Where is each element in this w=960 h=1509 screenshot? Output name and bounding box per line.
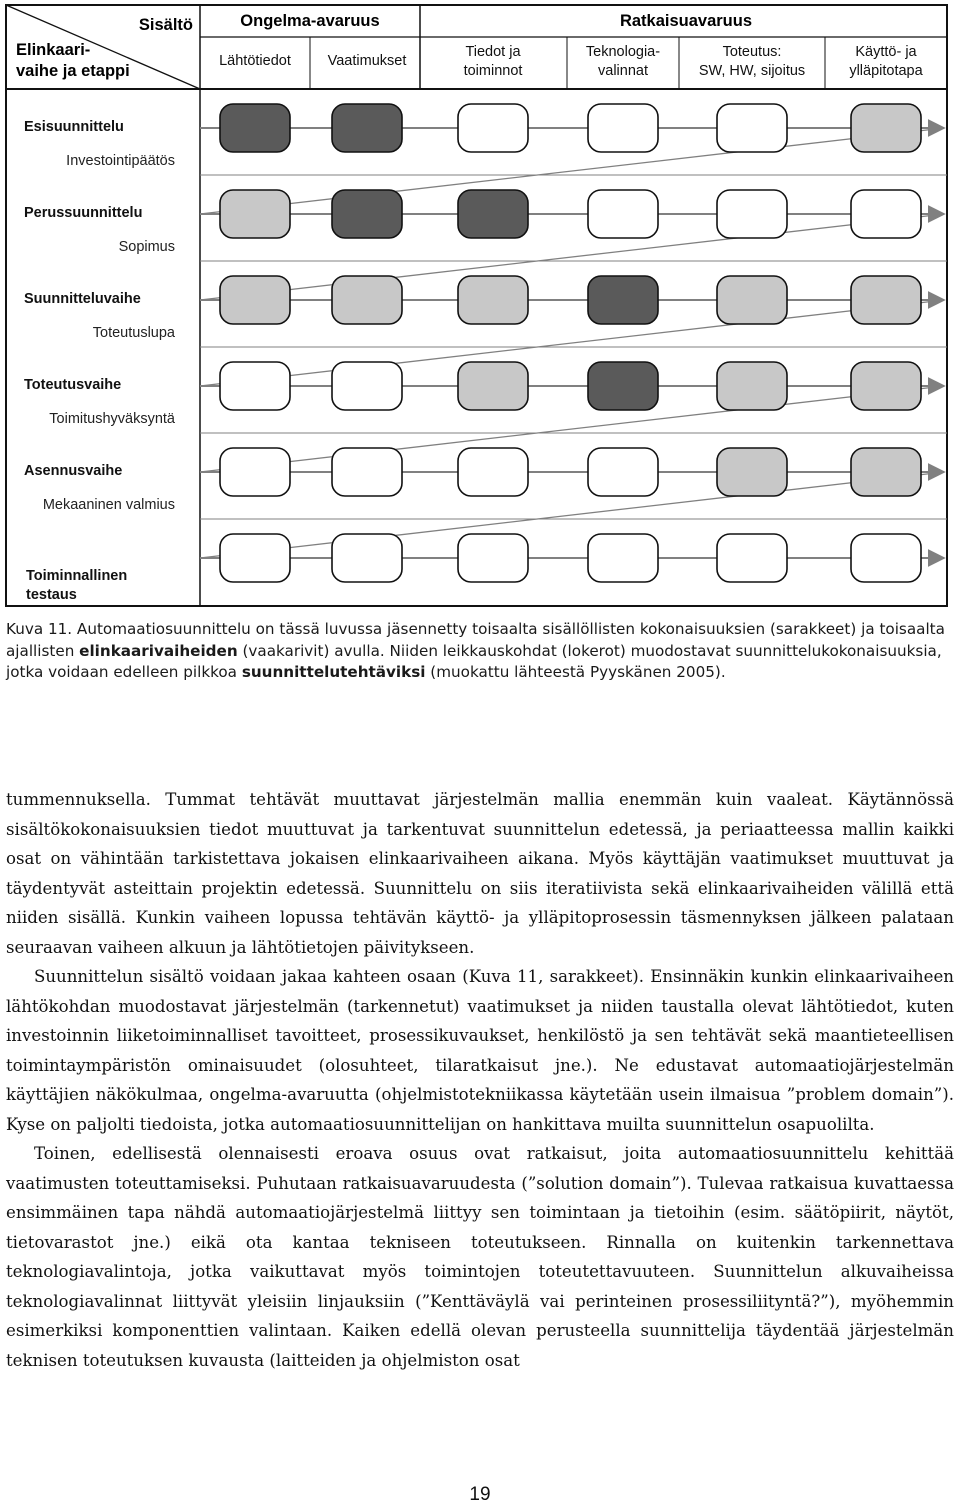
column-header-line2: toiminnot [463, 63, 523, 79]
phase-transition-line [200, 128, 944, 214]
column-header-line2: valinnat [598, 63, 648, 79]
phase-label: Perussuunnittelu [24, 205, 143, 221]
matrix-cell-light [717, 362, 787, 410]
milestone-label: Toimitushyväksyntä [49, 411, 175, 427]
matrix-cell-white [458, 104, 528, 152]
matrix-cell-light [717, 276, 787, 324]
milestone-label: Mekaaninen valmius [42, 497, 175, 513]
column-header-line1: Käyttö- ja [855, 44, 917, 60]
paragraph-1: tummennuksella. Tummat tehtävät muuttavat järjestelmän mallia enemmän kuin vaaleat. Käytännössä sisältökokonaisuuksien tiedot muuttuvat ja tarkentuvat suunnittelun edetessä, ja periaatteessa mallin kaikki osat on vähintään tarkistettava jokaisen elinkaarivaiheen aikana. Myös käyttäjän vaatimukset muuttuvat ja täydentyvät asteittain projektin edetessä. Suunnittelu on siis iteratiivista sekä elinkaarivaiheiden välillä että niiden sisällä. Kunkin vaiheen lopussa tehtävän käyttö- ja ylläpitoprosessin täsmennyksen jälkeen palataan seuraavan vaiheen alkuun ja lähtötietojen päivitykseen. [6, 790, 954, 957]
matrix-cell-dark [458, 190, 528, 238]
lifecycle-matrix-figure [0, 0, 960, 612]
column-header [586, 44, 660, 79]
matrix-cell-white [588, 190, 658, 238]
matrix-cell-white [220, 534, 290, 582]
corner-lifecycle-line2: vaihe ja etappi [16, 62, 130, 80]
matrix-cell-light [851, 276, 921, 324]
corner-content-label: Sisältö [138, 16, 193, 34]
matrix-cell-white [458, 534, 528, 582]
column-header [849, 44, 923, 79]
matrix-cell-dark [332, 104, 402, 152]
matrix-cell-white [851, 190, 921, 238]
paragraph-2: Suunnittelun sisältö voidaan jakaa kahteen osaan (Kuva 11, sarakkeet). Ensinnäkin kunkin elinkaarivaiheen lähtökohdan muodostavat järjestelmän (tarkennetut) vaatimukset ja niiden taustalla olevat lähtötiedot, kuten investoinnin liiketoiminnalliset tavoitteet, prosessikuvaukset, henkilöstö ja sen tehtävät sekä maantieteellisen toimintaympäristön ominaisuudet (olosuhteet, tilaratkaisut jne.). Ne edustavat automaatiojärjestelmän käyttäjien näkökulmaa, ongelma-avaruutta (ohjelmistotekniikassa käytetään usein ilmaisua ”problem domain”). Kyse on paljolti tiedoista, jotka automaatiosuunnittelijan on hankittava muilta suunnittelun osapuolilta. [6, 967, 954, 1134]
phase-label-line1: Toiminnallinen [26, 568, 128, 584]
problem-space-label: Ongelma-avaruus [240, 12, 380, 30]
matrix-cell-white [220, 362, 290, 410]
matrix-cell-dark [588, 362, 658, 410]
column-header [464, 44, 523, 79]
phase-label [26, 568, 127, 603]
matrix-cell-light [458, 362, 528, 410]
body-text [6, 785, 954, 1375]
matrix-cell-light [851, 104, 921, 152]
caption-bold-1: elinkaarivaiheiden [79, 641, 238, 660]
corner-lifecycle-line1: Elinkaari- [16, 41, 91, 59]
column-header-line1: Toteutus: [722, 44, 782, 60]
matrix-cell-white [717, 104, 787, 152]
matrix-cell-light [220, 190, 290, 238]
phase-label: Toteutusvaihe [24, 377, 122, 393]
matrix-cell-white [588, 534, 658, 582]
matrix-cell-white [332, 448, 402, 496]
phase-label-line2: testaus [26, 587, 77, 603]
matrix-cell-dark [220, 104, 290, 152]
column-header-line2: ylläpitotapa [849, 63, 923, 79]
matrix-cell-light [851, 362, 921, 410]
milestone-label: Toteutuslupa [92, 325, 175, 341]
caption-bold-2: suunnittelutehtäviksi [241, 663, 426, 682]
column-headers [219, 44, 923, 79]
caption-text-1: Kuva 11. Automaatiosuunnittelu on tässä luvussa jäsennetty toisaalta sisällöllisten kokonaisuuksien (sarakkeet) ja toisaalta ajallisten [6, 620, 945, 660]
matrix-cell-light [332, 276, 402, 324]
matrix-cell-light [717, 448, 787, 496]
matrix-cell-dark [332, 190, 402, 238]
matrix-cell-white [717, 190, 787, 238]
matrix-cell-white [717, 534, 787, 582]
corner-lifecycle-label [16, 41, 130, 80]
matrix-cell-light [220, 276, 290, 324]
phase-transition-line [200, 472, 944, 558]
caption-text-2: (vaakarivit) avulla. Niiden leikkauskohdat (lokerot) muodostavat suunnittelukokonaisuuksia, jotka voidaan edelleen pilkkoa [6, 641, 942, 682]
matrix-cell-white [851, 534, 921, 582]
phase-transition-line [200, 214, 944, 300]
flow-lines [200, 128, 947, 558]
column-header-line2: SW, HW, sijoitus [698, 63, 806, 79]
phase-transition-line [200, 300, 944, 386]
phase-label: Suunnitteluvaihe [24, 291, 141, 307]
matrix-cell-white [588, 448, 658, 496]
page-number: 19 [469, 1484, 491, 1505]
column-header [699, 44, 805, 79]
phase-label: Esisuunnittelu [24, 119, 124, 135]
milestone-label: Sopimus [118, 239, 175, 255]
caption-text-3: (muokattu lähteestä Pyyskänen 2005). [425, 663, 726, 682]
matrix-body [6, 89, 947, 612]
column-header: Vaatimukset [327, 53, 407, 69]
matrix-cell-white [332, 534, 402, 582]
figure-header [6, 5, 947, 89]
matrix-cell-white [220, 448, 290, 496]
matrix-cell-light [458, 276, 528, 324]
column-header-line1: Teknologia- [585, 44, 661, 60]
row-labels [24, 119, 176, 612]
paragraph-3: Toinen, edellisestä olennaisesti eroava osuus ovat ratkaisut, joita automaatiosuunnittelu kehittää vaatimusten toteuttamiseksi. Puhutaan ratkaisuavaruudesta (”solution domain”). Tulevaa ratkaisua kuvattaessa ensimmäinen tapa nähdä automaatiojärjestelmä liittyy sen toimintaan ja tietoihin (esim. säätöpiirit, näytöt, tietovarastot jne.) eikä ota kantaa tekniseen toteutukseen. Rinnalla on kuitenkin tarkennettava teknologiavalintoja, jotka vaikuttavat myös toimintojen toteutettavuuteen. Suunnittelun alkuvaiheissa teknologiavalinnat liittyvät yleisiin linjauksiin (”Kenttäväylä vai perinteinen prosessiliityntä?”), myöhemmin esimerkiksi komponenttien valintaan. Kaiken edellä olevan perusteella suunnittelija täydentää järjestelmän teknisen toteutuksen kuvausta (laitteiden ja ohjelmiston osat [6, 1144, 954, 1370]
column-header: Lähtötiedot [219, 53, 291, 69]
matrix-cell-white [458, 448, 528, 496]
phase-transition-line [200, 386, 944, 472]
milestone-label: Investointipäätös [66, 153, 175, 169]
phase-label: Asennusvaihe [24, 463, 123, 479]
matrix-cell-white [332, 362, 402, 410]
figure-caption [6, 619, 956, 684]
matrix-cell-light [851, 448, 921, 496]
column-header-line1: Tiedot ja [465, 44, 521, 60]
matrix-cell-white [588, 104, 658, 152]
solution-space-label: Ratkaisuavaruus [619, 12, 753, 30]
matrix-cell-dark [588, 276, 658, 324]
